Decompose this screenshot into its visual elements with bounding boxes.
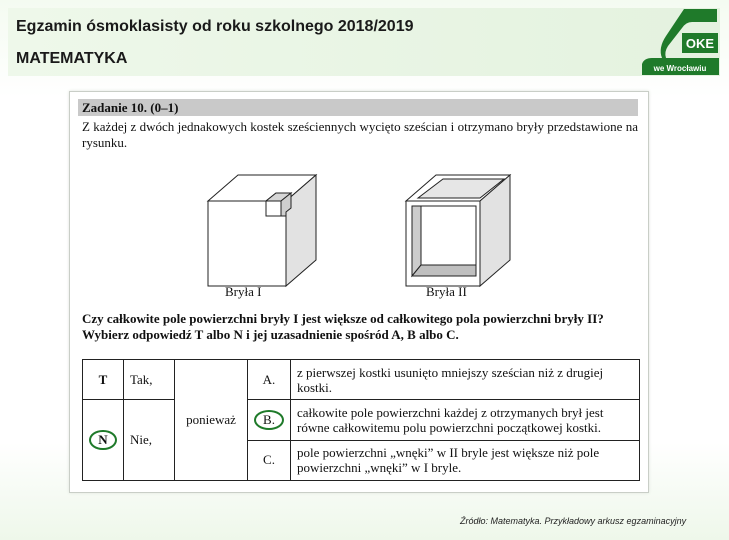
slide-header [8, 8, 720, 76]
slide-subtitle: MATEMATYKA [16, 50, 128, 67]
source-caption: Źródło: Matematyka. Przykładowy arkusz egzaminacyjny [460, 516, 687, 526]
answer-t-word: Tak, [124, 360, 175, 400]
option-a-letter[interactable]: A. [248, 360, 291, 400]
task-text: Z każdej z dwóch jednakowych kostek sześciennych wycięto sześcian i otrzymano bryły przedstawione na rysunku. [82, 119, 638, 150]
logo-sub-text: we Wrocławiu [653, 64, 707, 73]
solid-one-label: Bryła I [225, 284, 262, 299]
answer-n-circled: N [89, 430, 116, 450]
oke-logo [622, 8, 720, 76]
answer-n-word: Nie, [124, 400, 175, 481]
answer-t[interactable]: T [83, 360, 124, 400]
logo-main-text: OKE [685, 36, 715, 51]
answer-table [82, 359, 640, 481]
option-b-text: całkowite pole powierzchni każdej z otrzymanych brył jest równe całkowitemu polu powierzchni początkowej kostki. [291, 400, 640, 440]
answer-n[interactable] [83, 400, 124, 481]
option-b-letter[interactable] [248, 400, 291, 440]
solid-two-label: Bryła II [426, 284, 467, 299]
option-a-text: z pierwszej kostki usunięto mniejszy sześcian niż z drugiej kostki. [291, 360, 640, 400]
task-heading: Zadanie 10. (0–1) [78, 99, 638, 116]
option-c-text: pole powierzchni „wnęki” w II bryle jest większe niż pole powierzchni „wnęki” w I bryle. [291, 440, 640, 480]
task-question: Czy całkowite pole powierzchni bryły I jest większe od całkowitego pola powierzchni bryły II? Wybierz odpowiedź T albo N i jej uzasadnienie spośród A, B albo C. [82, 311, 604, 342]
exam-task-card [69, 91, 649, 493]
option-b-circled: B. [254, 410, 284, 430]
solid-one-drawing [208, 175, 316, 286]
solid-two-drawing [406, 175, 510, 286]
option-c-letter[interactable]: C. [248, 440, 291, 480]
slide-title: Egzamin ósmoklasisty od roku szkolnego 2018/2019 [16, 18, 414, 35]
because-label: ponieważ [175, 360, 248, 481]
